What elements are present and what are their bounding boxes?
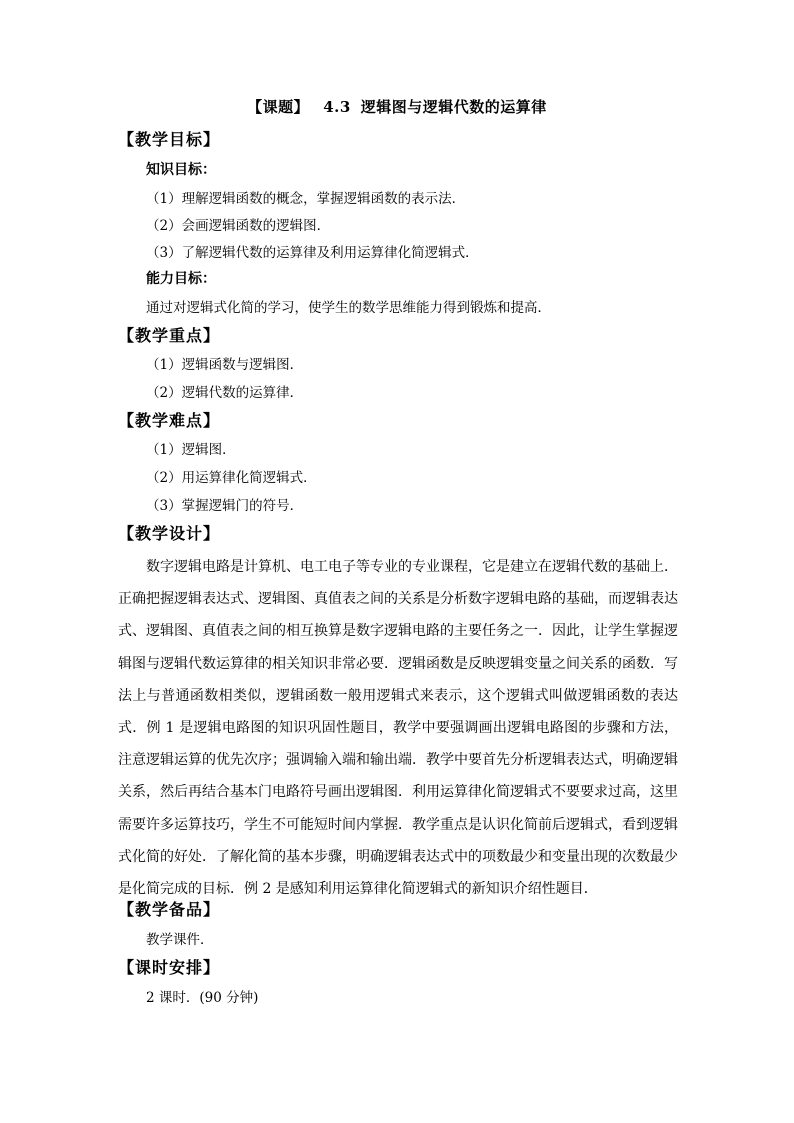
title-bracket: 【课题】 bbox=[247, 98, 310, 116]
key-point-item: （1）逻辑函数与逻辑图． bbox=[146, 357, 304, 373]
schedule-heading: 【课时安排】 bbox=[118, 958, 221, 977]
ability-text: 通过对逻辑式化简的学习，使学生的数学思维能力得到锻炼和提高． bbox=[146, 300, 551, 316]
difficulty-item: （2）用运算律化简逻辑式． bbox=[146, 470, 317, 486]
knowledge-item: （1）理解逻辑函数的概念，掌握逻辑函数的表示法． bbox=[146, 191, 466, 207]
schedule-text: 2 课时．(90 分钟) bbox=[146, 990, 259, 1006]
materials-text: 教学课件． bbox=[146, 932, 214, 948]
materials-heading: 【教学备品】 bbox=[118, 900, 221, 919]
title-number: 4.3 bbox=[323, 98, 351, 116]
difficulties-heading: 【教学难点】 bbox=[118, 411, 221, 430]
knowledge-item: （2）会画逻辑函数的逻辑图． bbox=[146, 218, 331, 234]
title-text: 逻辑图与逻辑代数的运算律 bbox=[360, 98, 547, 116]
objectives-heading: 【教学目标】 bbox=[118, 130, 221, 149]
ability-objectives-heading: 能力目标： bbox=[146, 271, 216, 287]
key-points-heading: 【教学重点】 bbox=[118, 326, 221, 345]
design-heading: 【教学设计】 bbox=[118, 524, 221, 543]
key-point-item: （2）逻辑代数的运算律． bbox=[146, 385, 304, 401]
lesson-title bbox=[0, 96, 794, 117]
knowledge-item: （3）了解逻辑代数的运算律及利用运算律化简逻辑式． bbox=[146, 245, 479, 261]
design-paragraph: 数字逻辑电路是计算机、电工电子等专业的专业课程，它是建立在逻辑代数的基础上．正确把握逻辑表达式、逻辑图、真值表之间的关系是分析数字逻辑电路的基础，而逻辑表达式、逻辑图、真值表之间的相互换算是数字逻辑电路的主要任务之一．因此，让学生掌握逻辑图与逻辑代数运算律的相关知识非常必要．逻辑函数是反映逻辑变量之间关系的函数．写法上与普通函数相类似，逻辑函数一般用逻辑式来表示，这个逻辑式叫做逻辑函数的表达式．例 1 是逻辑电路图的知识巩固性题目，教学中要强调画出逻辑电路图的步骤和方法，注意逻辑运算的优先次序；强调输入端和输出端．教学中要首先分析逻辑表达式，明确逻辑关系，然后再结合基本门电路符号画出逻辑图．利用运算律化简逻辑式不要要求过高，这里需要许多运算技巧，学生不可能短时间内掌握．教学重点是认识化简前后逻辑式，看到逻辑式化简的好处．了解化简的基本步骤，明确逻辑表达式中的项数最少和变量出现的次数最少是化简完成的目标．例 2 是感知利用运算律化简逻辑式的新知识介绍性题目． bbox=[118, 559, 678, 898]
difficulty-item: （3）掌握逻辑门的符号． bbox=[146, 498, 304, 514]
difficulty-item: （1）逻辑图． bbox=[146, 442, 236, 458]
knowledge-objectives-heading: 知识目标： bbox=[146, 162, 216, 178]
